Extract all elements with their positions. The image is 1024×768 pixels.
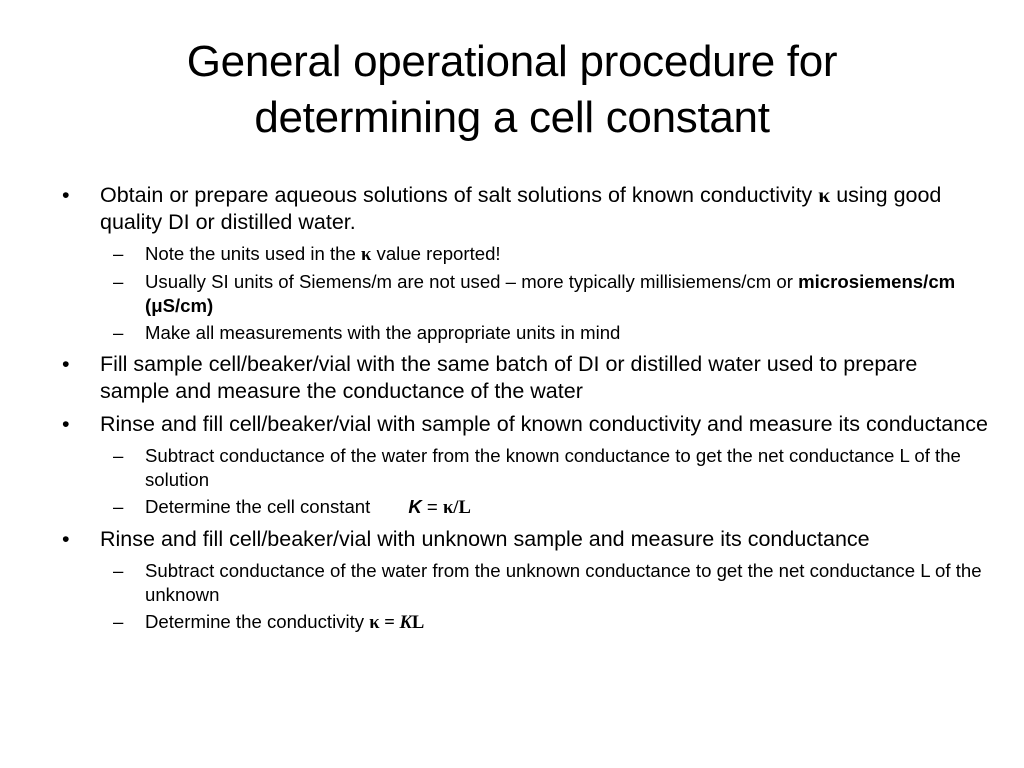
bullet-text: Obtain or prepare aqueous solutions of salt solutions of known conductivity (100, 183, 819, 207)
bullet-dash-icon: – (113, 243, 124, 264)
kappa-symbol: κ (442, 497, 454, 518)
subbullet-text: Determine the cell constant (145, 496, 371, 517)
bullet-rinse-known (58, 411, 988, 438)
subbullet-text: Determine the conductivity (145, 611, 370, 632)
bullet-text: Rinse and fill cell/beaker/vial with sample of known conductivity and measure its conductance (100, 412, 988, 436)
kappa-symbol: κ (361, 244, 372, 265)
formula-L: L (458, 497, 471, 518)
kappa-symbol: κ (818, 183, 831, 207)
formula-equals: = (379, 612, 400, 633)
subbullet-text: Note the units used in the (145, 243, 362, 264)
subbullet-text-cont: value reported! (371, 243, 501, 264)
bullet-dash-icon: – (113, 271, 124, 292)
formula-slash: / (453, 497, 459, 518)
bullet-obtain-solutions (58, 182, 988, 236)
title-line-1: General operational procedure for (186, 37, 838, 86)
bullet-dot-icon: • (62, 183, 70, 207)
formula-L: L (411, 612, 425, 633)
bullet-dash-icon: – (113, 611, 124, 632)
bullet-dot-icon: • (62, 352, 70, 376)
subbullet-note-units (58, 242, 988, 267)
subbullet-subtract-known (58, 444, 988, 492)
subbullet-measurements (58, 321, 988, 345)
bullet-text: Rinse and fill cell/beaker/vial with unknown sample and measure its conductance (100, 527, 870, 551)
subbullet-text: Subtract conductance of the water from the unknown conductance to get the net conductance L of the unknown (145, 560, 982, 605)
bullet-dash-icon: – (113, 496, 124, 517)
kappa-symbol: κ (369, 612, 380, 633)
bullet-dot-icon: • (62, 412, 70, 436)
subbullet-text: Subtract conductance of the water from the known conductance to get the net conductance L of the solution (145, 445, 961, 490)
subbullet-text: Make all measurements with the appropriate units in mind (145, 322, 621, 343)
subbullet-text: Usually SI units of Siemens/m are not used – more typically millisiemens/cm or (145, 271, 799, 292)
formula-K: K (408, 496, 422, 517)
bullet-text: Fill sample cell/beaker/vial with the same batch of DI or distilled water used to prepare sample and measure the conductance of the water (100, 352, 918, 403)
subbullet-bold-units: microsiemens/cm (μS/cm) (145, 271, 956, 316)
subbullet-subtract-unknown (58, 559, 988, 607)
bullet-text-cont: using good quality DI or distilled water. (100, 183, 942, 234)
bullet-dash-icon: – (113, 322, 124, 343)
bullet-dash-icon: – (113, 445, 124, 466)
formula-equals: = (421, 496, 443, 517)
bullet-dot-icon: • (62, 527, 70, 551)
formula-K: K (399, 612, 412, 633)
slide-body (58, 182, 988, 638)
bullet-rinse-unknown (58, 526, 988, 553)
subbullet-cell-constant (58, 495, 988, 520)
bullet-fill-water (58, 351, 988, 405)
title-line-2: determining a cell constant (254, 93, 770, 142)
subbullet-conductivity (58, 610, 988, 635)
bullet-dash-icon: – (113, 560, 124, 581)
subbullet-si-units (58, 270, 988, 318)
slide-title (60, 34, 964, 146)
